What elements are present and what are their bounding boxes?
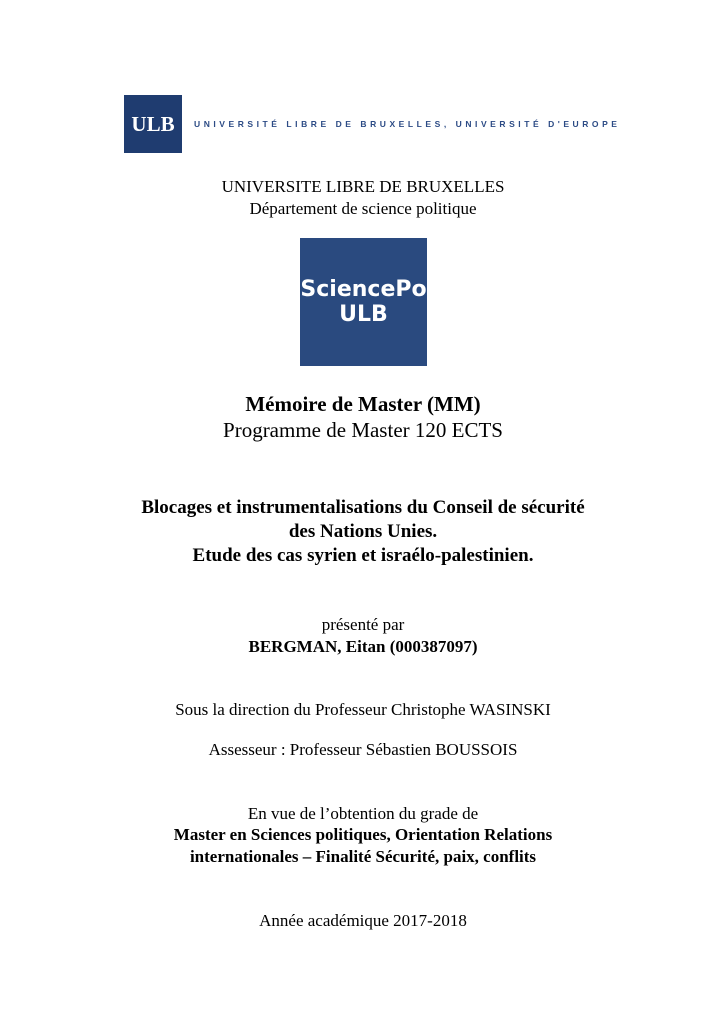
degree-line-1: Master en Sciences politiques, Orientation Relations bbox=[173, 825, 553, 844]
programme: Programme de Master 120 ECTS bbox=[223, 418, 503, 442]
university-name: UNIVERSITE LIBRE DE BRUXELLES bbox=[221, 177, 505, 196]
degree-line-2: internationales – Finalité Sécurité, paix, conflits bbox=[189, 847, 537, 866]
sciencepo-logo-line2: ULB bbox=[339, 302, 388, 327]
academic-year: Année académique 2017-2018 bbox=[259, 911, 467, 930]
supervisor: Sous la direction du Professeur Christophe WASINSKI bbox=[175, 700, 551, 719]
ulb-logo-text: ULB bbox=[131, 111, 175, 136]
author: BERGMAN, Eitan (000387097) bbox=[248, 637, 478, 656]
ulb-tagline: UNIVERSITÉ LIBRE DE BRUXELLES, UNIVERSITÉ D'EUROPE bbox=[194, 119, 621, 129]
thesis-title-line-2: des Nations Unies. bbox=[288, 521, 438, 542]
presented-by: présenté par bbox=[321, 615, 405, 634]
thesis-type: Mémoire de Master (MM) bbox=[245, 392, 481, 416]
sciencepo-logo-line1: SciencePo bbox=[300, 277, 427, 302]
thesis-title-line-3: Etude des cas syrien et israélo-palestinien. bbox=[192, 545, 534, 566]
thesis-title-line-1: Blocages et instrumentalisations du Conseil de sécurité bbox=[141, 497, 585, 518]
assessor: Assesseur : Professeur Sébastien BOUSSOIS bbox=[208, 740, 518, 759]
ulb-logo bbox=[124, 95, 182, 153]
department-name: Département de science politique bbox=[249, 199, 477, 218]
sciencepo-logo bbox=[300, 238, 427, 366]
degree-intro: En vue de l’obtention du grade de bbox=[247, 804, 479, 823]
